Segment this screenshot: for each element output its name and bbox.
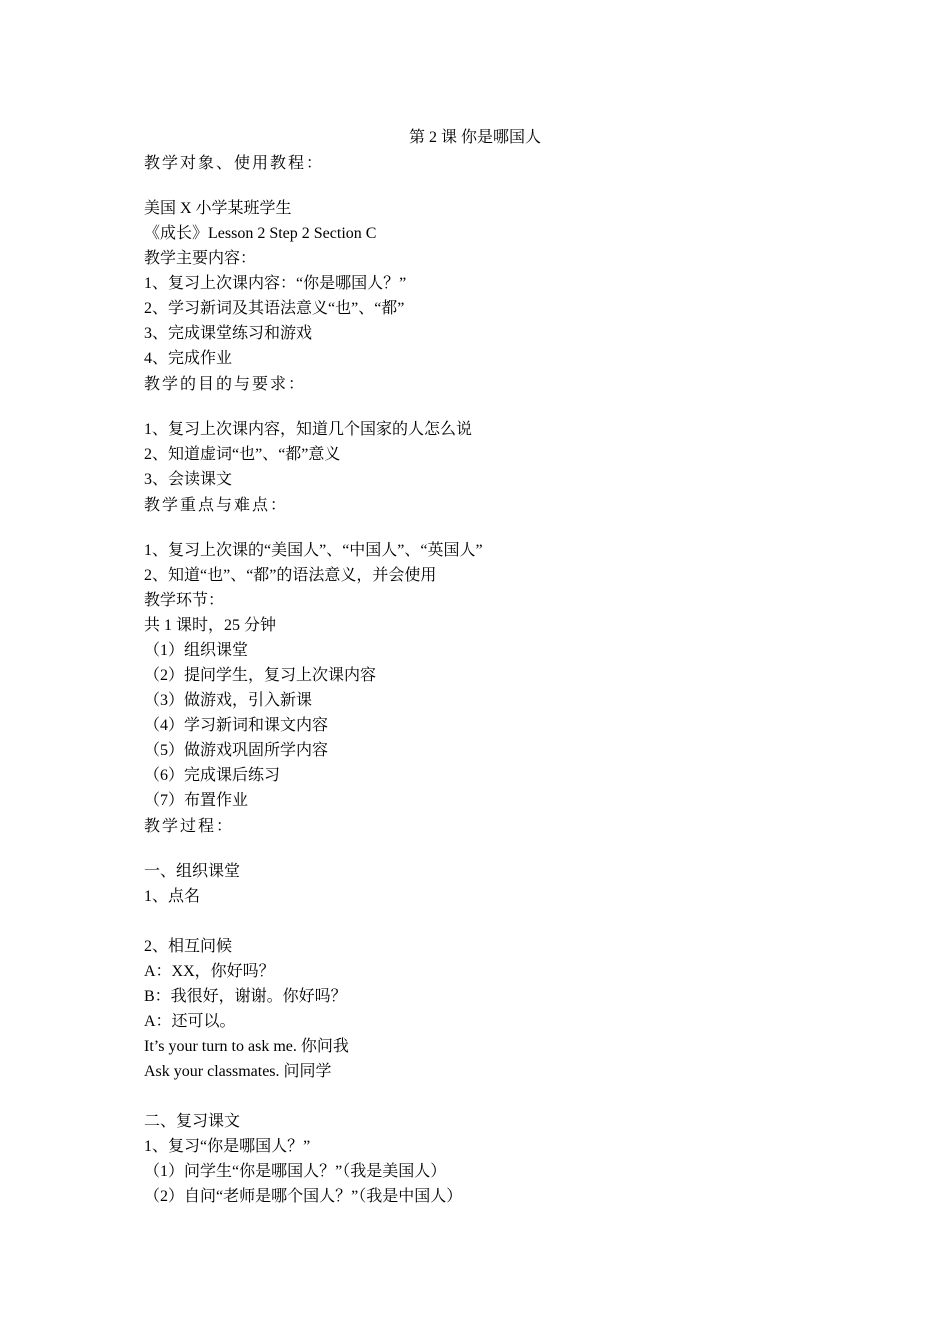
text-line: 1、复习“你是哪国人？” [144, 1138, 311, 1155]
text-line: （4）学习新词和课文内容 [144, 717, 329, 734]
text-line: 二、复习课文 [144, 1113, 241, 1130]
spacer [144, 839, 824, 859]
document-body [144, 150, 824, 1209]
text-line: 1、复习上次课内容，知道几个国家的人怎么说 [144, 421, 473, 438]
section-heading-process: 教学过程： [144, 816, 235, 835]
text-line: 《成长》Lesson 2 Step 2 Section C [144, 225, 377, 242]
text-line: A：还可以。 [144, 1013, 236, 1030]
text-line: Ask your classmates. 问同学 [144, 1063, 332, 1080]
text-line: 4、完成作业 [144, 350, 233, 367]
text-line: 2、学习新词及其语法意义“也”、“都” [144, 300, 405, 317]
text-line: 教学环节： [144, 592, 225, 609]
text-line: 3、完成课堂练习和游戏 [144, 325, 313, 342]
text-line: 一、组织课堂 [144, 863, 241, 880]
text-line: 2、知道虚词“也”、“都”意义 [144, 446, 341, 463]
document-title: 第 2 课 你是哪国人 [408, 129, 541, 146]
text-line: （5）做游戏巩固所学内容 [144, 742, 329, 759]
text-line: A：XX，你好吗？ [144, 963, 275, 980]
text-line: （1）组织课堂 [144, 642, 249, 659]
text-line: （6）完成课后练习 [144, 767, 281, 784]
text-line: 共 1 课时，25 分钟 [144, 617, 277, 634]
spacer [144, 176, 824, 196]
text-line: 2、相互问候 [144, 938, 233, 955]
spacer [144, 1084, 824, 1109]
text-line: B：我很好，谢谢。你好吗？ [144, 988, 347, 1005]
text-line: 美国 X 小学某班学生 [144, 200, 292, 217]
text-line: It’s your turn to ask me. 你问我 [144, 1038, 349, 1055]
text-line: 1、点名 [144, 888, 201, 905]
spacer [144, 909, 824, 934]
text-line: （2）提问学生，复习上次课内容 [144, 667, 377, 684]
section-heading-target: 教学对象、使用教程： [144, 153, 325, 172]
text-line: 2、知道“也”、“都”的语法意义，并会使用 [144, 567, 437, 584]
text-line: 3、会读课文 [144, 471, 233, 488]
text-line: （1）问学生“你是哪国人？”（我是美国人） [144, 1163, 447, 1180]
text-line: （2）自问“老师是哪个国人？”（我是中国人） [144, 1188, 463, 1205]
section-heading-goals: 教学的目的与要求： [144, 374, 307, 393]
text-line: 1、复习上次课的“美国人”、“中国人”、“英国人” [144, 542, 483, 559]
text-line: （3）做游戏，引入新课 [144, 692, 313, 709]
section-heading-focus: 教学重点与难点： [144, 495, 289, 514]
spacer [144, 397, 824, 417]
text-line: 1、复习上次课内容：“你是哪国人？” [144, 275, 407, 292]
text-line: （7）布置作业 [144, 792, 249, 809]
spacer [144, 518, 824, 538]
text-line: 教学主要内容： [144, 250, 257, 267]
